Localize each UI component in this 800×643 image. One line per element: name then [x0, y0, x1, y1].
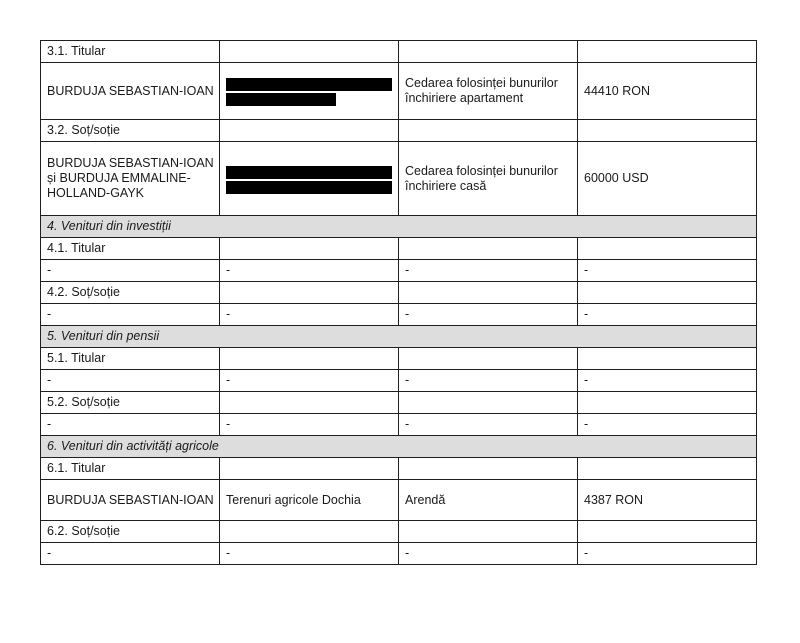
- amount-cell: -: [578, 414, 757, 436]
- empty-entry-row: [41, 260, 757, 282]
- section-title: 5. Venituri din pensii: [41, 326, 757, 348]
- redaction-bar: [226, 181, 392, 194]
- redaction-bar: [226, 78, 392, 91]
- empty-cell: [220, 521, 399, 543]
- income-entry-row: [41, 142, 757, 216]
- amount-cell: 4387 RON: [578, 480, 757, 521]
- amount-cell: 44410 RON: [578, 63, 757, 120]
- empty-cell: [399, 282, 578, 304]
- redaction-block: [226, 164, 394, 194]
- owner-cell: -: [41, 370, 220, 392]
- owner-cell: -: [41, 543, 220, 565]
- owner-cell: -: [41, 304, 220, 326]
- subsection-label: 5.2. Soț/soție: [41, 392, 220, 414]
- empty-cell: [399, 348, 578, 370]
- empty-cell: [578, 282, 757, 304]
- subsection-row: [41, 392, 757, 414]
- empty-cell: [220, 120, 399, 142]
- subsection-row: [41, 458, 757, 480]
- amount-cell: -: [578, 304, 757, 326]
- source-cell: [220, 142, 399, 216]
- description-cell: -: [399, 260, 578, 282]
- subsection-row: [41, 521, 757, 543]
- description-cell: -: [399, 543, 578, 565]
- section-header-row: [41, 436, 757, 458]
- redaction-bar: [226, 166, 392, 179]
- empty-cell: [399, 521, 578, 543]
- subsection-row: [41, 238, 757, 260]
- empty-entry-row: [41, 543, 757, 565]
- description-cell: Cedarea folosinței bunurilor închiriere casă: [399, 142, 578, 216]
- subsection-row: [41, 120, 757, 142]
- description-cell: -: [399, 304, 578, 326]
- empty-cell: [399, 41, 578, 63]
- amount-cell: -: [578, 543, 757, 565]
- section-title: 6. Venituri din activități agricole: [41, 436, 757, 458]
- section-header-row: [41, 326, 757, 348]
- subsection-row: [41, 41, 757, 63]
- description-cell: -: [399, 370, 578, 392]
- amount-cell: 60000 USD: [578, 142, 757, 216]
- empty-cell: [220, 348, 399, 370]
- source-cell: -: [220, 304, 399, 326]
- source-cell: Terenuri agricole Dochia: [220, 480, 399, 521]
- source-cell: -: [220, 414, 399, 436]
- subsection-label: 6.1. Titular: [41, 458, 220, 480]
- empty-cell: [578, 238, 757, 260]
- source-cell: -: [220, 260, 399, 282]
- source-cell: -: [220, 370, 399, 392]
- income-declaration-table: [40, 40, 757, 565]
- empty-cell: [578, 120, 757, 142]
- empty-entry-row: [41, 304, 757, 326]
- owner-cell: BURDUJA SEBASTIAN-IOAN: [41, 63, 220, 120]
- source-cell: -: [220, 543, 399, 565]
- section-header-row: [41, 216, 757, 238]
- empty-cell: [220, 41, 399, 63]
- subsection-row: [41, 348, 757, 370]
- empty-cell: [220, 392, 399, 414]
- description-cell: -: [399, 414, 578, 436]
- empty-cell: [578, 521, 757, 543]
- income-entry-row: [41, 63, 757, 120]
- owner-cell: BURDUJA SEBASTIAN-IOAN: [41, 480, 220, 521]
- empty-cell: [220, 282, 399, 304]
- subsection-label: 5.1. Titular: [41, 348, 220, 370]
- redaction-block: [226, 76, 394, 106]
- subsection-label: 3.2. Soț/soție: [41, 120, 220, 142]
- amount-cell: -: [578, 370, 757, 392]
- owner-cell: BURDUJA SEBASTIAN-IOAN și BURDUJA EMMALINE-HOLLAND-GAYK: [41, 142, 220, 216]
- empty-cell: [399, 458, 578, 480]
- empty-cell: [578, 458, 757, 480]
- income-entry-row: [41, 480, 757, 521]
- amount-cell: -: [578, 260, 757, 282]
- empty-entry-row: [41, 370, 757, 392]
- owner-cell: -: [41, 414, 220, 436]
- description-cell: Arendă: [399, 480, 578, 521]
- description-cell: Cedarea folosinței bunurilor închiriere apartament: [399, 63, 578, 120]
- empty-cell: [578, 41, 757, 63]
- empty-entry-row: [41, 414, 757, 436]
- subsection-row: [41, 282, 757, 304]
- redaction-bar: [226, 93, 336, 106]
- empty-cell: [578, 392, 757, 414]
- source-cell: [220, 63, 399, 120]
- subsection-label: 4.2. Soț/soție: [41, 282, 220, 304]
- empty-cell: [399, 238, 578, 260]
- empty-cell: [578, 348, 757, 370]
- empty-cell: [399, 120, 578, 142]
- section-title: 4. Venituri din investiții: [41, 216, 757, 238]
- subsection-label: 4.1. Titular: [41, 238, 220, 260]
- owner-cell: -: [41, 260, 220, 282]
- income-table-body: [41, 41, 757, 565]
- subsection-label: 6.2. Soț/soție: [41, 521, 220, 543]
- subsection-label: 3.1. Titular: [41, 41, 220, 63]
- empty-cell: [220, 458, 399, 480]
- empty-cell: [220, 238, 399, 260]
- empty-cell: [399, 392, 578, 414]
